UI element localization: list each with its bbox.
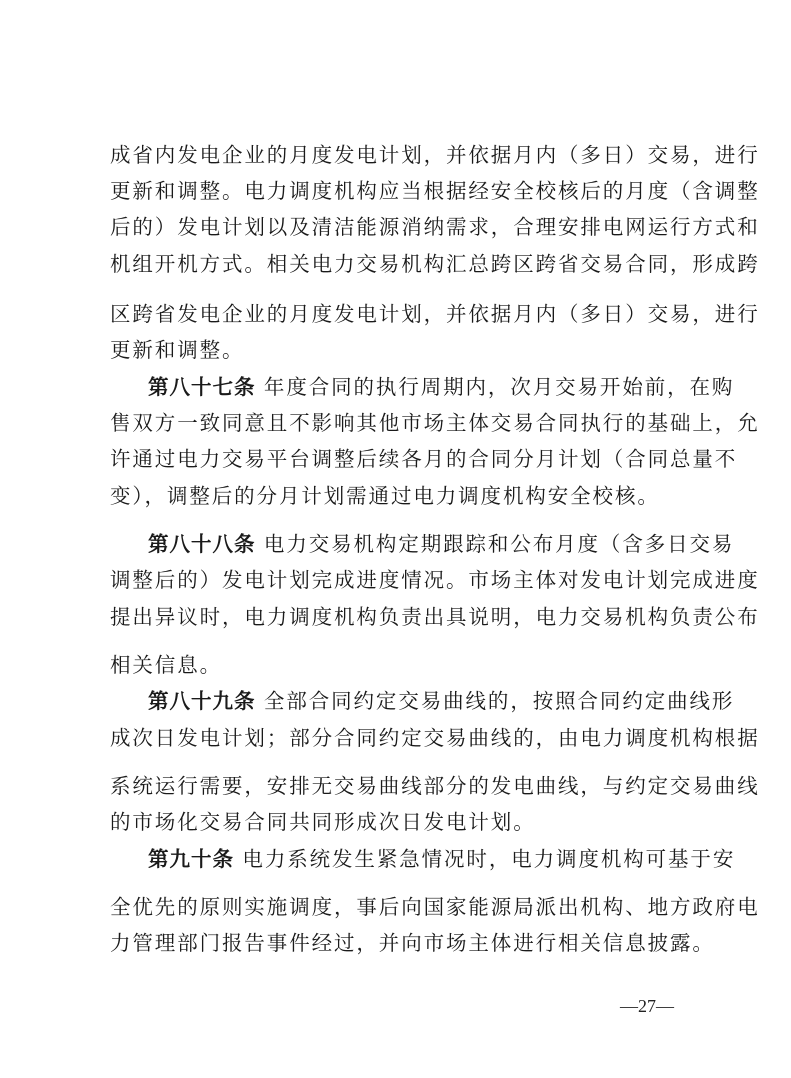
article-text: 电力交易机构定期跟踪和公布月度（含多日交易: [263, 532, 735, 556]
paragraph-line: 系统运行需要，安排无交易曲线部分的发电曲线，与约定交易曲线: [110, 774, 760, 798]
paragraph-line: 后的）发电计划以及清洁能源消纳需求，合理安排电网运行方式和: [110, 215, 760, 239]
paragraph-line: 许通过电力交易平台调整后续各月的合同分月计划（合同总量不: [110, 447, 738, 471]
article-89-first-line: [148, 684, 735, 718]
article-90-first-line: [148, 842, 736, 876]
paragraph-line: 变），调整后的分月计划需通过电力调度机构安全校核。: [110, 484, 660, 508]
paragraph-line: 更新和调整。: [110, 338, 245, 362]
article-heading: 第八十七条: [148, 375, 256, 399]
paragraph-line: 力管理部门报告事件经过，并向市场主体进行相关信息披露。: [110, 931, 715, 955]
article-heading: 第八十九条: [148, 689, 256, 713]
paragraph-line: 相关信息。: [110, 653, 222, 677]
paragraph-line: 更新和调整。电力调度机构应当根据经安全校核后的月度（含调整: [110, 179, 760, 203]
paragraph-line: 提出异议时，电力调度机构负责出具说明，电力交易机构负责公布: [110, 605, 760, 629]
paragraph-line: 全优先的原则实施调度，事后向国家能源局派出机构、地方政府电: [110, 895, 760, 919]
paragraph-line: 的市场化交易合同共同形成次日发电计划。: [110, 810, 536, 834]
paragraph-line: 区跨省发电企业的月度发电计划，并依据月内（多日）交易，进行: [110, 302, 760, 326]
paragraph-line: 成省内发电企业的月度发电计划，并依据月内（多日）交易，进行: [110, 143, 760, 167]
paragraph-line: 售双方一致同意且不影响其他市场主体交易合同执行的基础上，允: [110, 411, 760, 435]
article-heading: 第八十八条: [148, 532, 256, 556]
page-number: —27—: [620, 996, 674, 1016]
paragraph-line: 成次日发电计划；部分合同约定交易曲线的，由电力调度机构根据: [110, 726, 760, 750]
article-text: 年度合同的执行周期内，次月交易开始前，在购: [263, 375, 735, 399]
article-text: 电力系统发生紧急情况时，电力调度机构可基于安: [242, 847, 736, 871]
article-88-first-line: [148, 527, 735, 561]
paragraph-line: 调整后的）发电计划完成进度情况。市场主体对发电计划完成进度: [110, 568, 760, 592]
article-text: 全部合同约定交易曲线的，按照合同约定曲线形: [263, 689, 735, 713]
article-heading: 第九十条: [148, 847, 234, 871]
paragraph-line: 机组开机方式。相关电力交易机构汇总跨区跨省交易合同，形成跨: [110, 252, 760, 276]
article-87-first-line: [148, 370, 735, 404]
